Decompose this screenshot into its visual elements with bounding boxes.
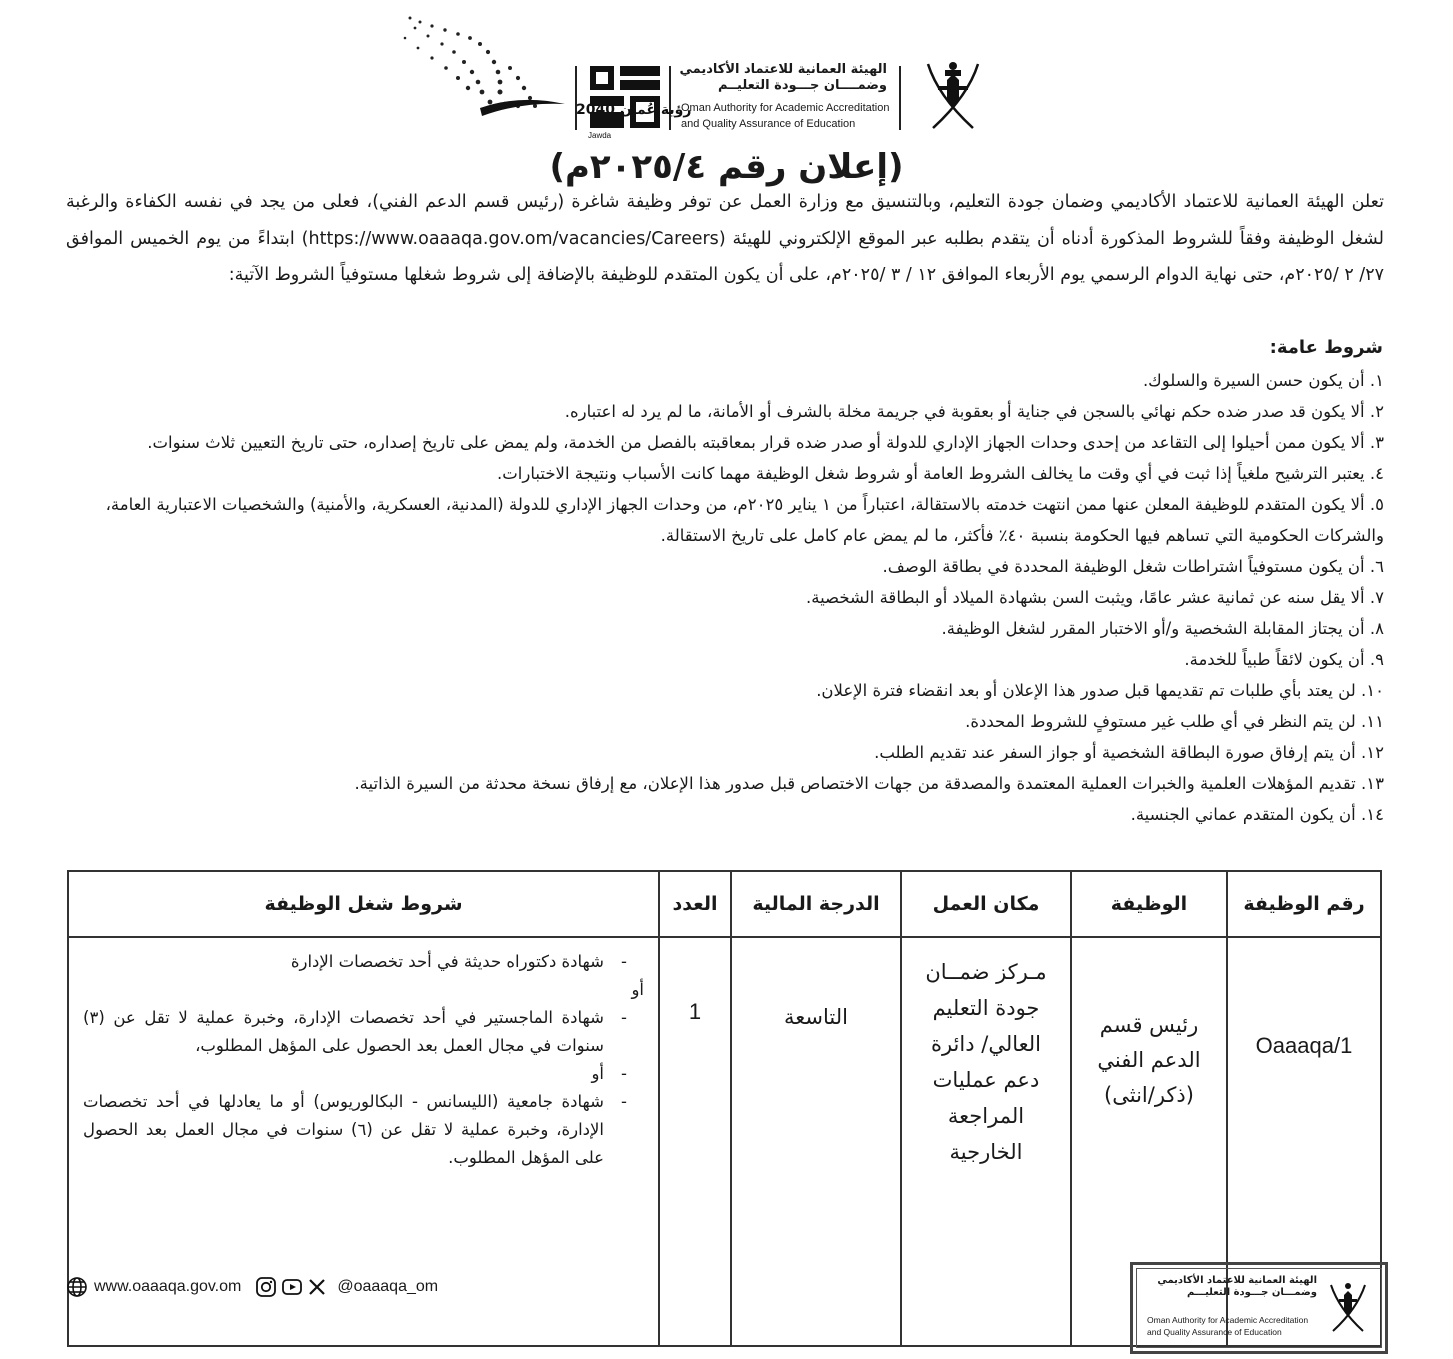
bullet-dash: -: [621, 1092, 627, 1111]
requirement-text: شهادة دكتوراه حديثة في أحد تخصصات الإدارة: [290, 952, 604, 971]
stamp-org-en-line2: and Quality Assurance of Education: [1147, 1327, 1282, 1337]
stamp-org-ar-line2: وضمـــان جـــودة التعليـــم: [1186, 1287, 1317, 1298]
condition-item: ٣. ألا يكون ممن أحيلوا إلى التقاعد من إحدى وحدات الجهاز الإداري للدولة أو صدر ضده قرار بمعاقبته بالفصل من الخدمة، ولم يمض على تاريخ إصداره، حتى تاريخ التعيين ثلاث سنوات.: [147, 433, 1384, 452]
condition-item: ٢. ألا يكون قد صدر ضده حكم نهائي بالسجن في جناية أو بعقوبة في جريمة مخلة بالشرف أو الأمانة، ما لم يرد له اعتباره.: [564, 402, 1384, 421]
condition-item: ٧. ألا يقل سنه عن ثمانية عشر عامًا، ويثبت السن بشهادة الميلاد أو البطاقة الشخصية.: [805, 588, 1384, 607]
org-name-en-line1: Oman Authority for Academic Accreditation: [681, 102, 890, 114]
requirement-text: شهادة جامعية (الليسانس - البكالوريوس) أو ما يعادلها في أحد تخصصات الإدارة، وخبرة عملية لا تقل عن (٦) سنوات في مجال العمل بعد الحصول على المؤهل المطلوب.: [83, 1092, 604, 1167]
x-twitter-icon[interactable]: [307, 1277, 327, 1297]
or-separator: أو: [631, 980, 644, 999]
cell-workplace: مـركز ضمــان جودة التعليم العالي/ دائرة دعم عمليات المراجعة الخارجية: [901, 937, 1071, 1346]
table-header-row: [68, 871, 1381, 937]
requirement-option: [83, 948, 644, 976]
header-grade: الدرجة المالية: [731, 871, 901, 937]
announcement-title: (إعلان رقم ٢٠٢٥/٤م): [549, 147, 904, 187]
org-name-ar-line2: وضمــــان جـــودة التعليــم: [717, 78, 887, 93]
header-workplace: مكان العمل: [901, 871, 1071, 937]
organization-stamp: [1130, 1262, 1388, 1354]
condition-item: ٨. أن يجتاز المقابلة الشخصية و/أو الاختبار المقرر لشغل الوظيفة.: [941, 619, 1384, 638]
condition-item: ٦. أن يكون مستوفياً اشتراطات شغل الوظيفة المحددة في بطاقة الوصف.: [882, 557, 1384, 576]
requirement-option: [83, 1004, 644, 1060]
youtube-icon[interactable]: [281, 1276, 303, 1298]
requirement-text: شهادة الماجستير في أحد تخصصات الإدارة، وخبرة عملية لا تقل عن (٣) سنوات في مجال العمل بعد الحصول على المؤهل المطلوب،: [83, 1008, 604, 1055]
condition-item: ١٣. تقديم المؤهلات العلمية والخبرات العملية المعتمدة والمصدقة من جهات الاختصاص قبل صدور هذا الإعلان، مع إرفاق نسخة محدثة من السيرة الذاتية.: [354, 774, 1384, 793]
or-separator: أو: [591, 1064, 604, 1083]
cell-grade: التاسعة: [731, 937, 901, 1346]
jawda-logo-text: Jawda: [588, 131, 612, 140]
bullet-dash: -: [621, 1008, 627, 1027]
stamp-org-ar-line1: الهيئة العمانية للاعتماد الأكاديمي: [1157, 1275, 1317, 1286]
vision-logo-text: رؤية عُمان 2040: [576, 102, 692, 118]
header-requirements: شروط شغل الوظيفة: [68, 871, 659, 937]
condition-item: ٩. أن يكون لائقاً طبياً للخدمة.: [1184, 650, 1384, 669]
oman-vision-2040-logo: [390, 8, 692, 132]
cell-job-number: Oaaaqa/1: [1227, 937, 1381, 1346]
oman-khanjar-emblem-icon: [1325, 1279, 1371, 1335]
org-name-ar-line1: الهيئة العمانية للاعتماد الأكاديمي: [679, 62, 887, 77]
general-conditions-title: شروط عامة:: [1269, 337, 1383, 358]
requirement-option: [83, 1088, 644, 1172]
cell-job-title: رئيس قسم الدعم الفني (ذكر/انثى): [1071, 937, 1227, 1346]
cell-count: 1: [659, 937, 731, 1346]
instagram-icon[interactable]: [255, 1276, 277, 1298]
website-link[interactable]: www.oaaaqa.gov.om: [94, 1278, 242, 1295]
header-divider: [899, 66, 901, 130]
org-name-en-line2: and Quality Assurance of Education: [681, 118, 856, 130]
condition-item: ١٤. أن يكون المتقدم عماني الجنسية.: [1130, 805, 1384, 824]
condition-item: ١١. لن يتم النظر في أي طلب غير مستوفٍ للشروط المحددة.: [965, 712, 1384, 731]
condition-item: ١. أن يكون حسن السيرة والسلوك.: [1142, 371, 1384, 390]
bullet-dash: -: [621, 952, 627, 971]
condition-item: ١٢. أن يتم إرفاق صورة البطاقة الشخصية أو جواز السفر عند تقديم الطلب.: [874, 743, 1384, 762]
stamp-org-en-line1: Oman Authority for Academic Accreditation: [1147, 1315, 1309, 1325]
header-divider: [669, 66, 671, 130]
requirement-option: [83, 1060, 644, 1088]
oman-khanjar-emblem-icon: [918, 56, 988, 134]
condition-item: ٤. يعتبر الترشيح ملغياً إذا ثبت في أي وقت ما يخالف الشروط العامة أو شروط شغل الوظيفة مهما كانت الأسباب ونتيجة الاختبارات.: [497, 464, 1384, 483]
footer-contacts: [66, 1276, 438, 1298]
header: [0, 0, 1453, 140]
general-conditions-list: [66, 365, 1384, 830]
condition-item: ١٠. لن يعتد بأي طلبات تم تقديمها قبل صدور هذا الإعلان أو بعد انقضاء فترة الإعلان.: [816, 681, 1384, 700]
condition-item: ٥. ألا يكون المتقدم للوظيفة المعلن عنها ممن انتهت خدمته بالاستقالة، اعتباراً من ١ يناير ٢٠٢٥م، من وحدات الجهاز الإداري للدولة (المدنية، العسكرية، والأمنية) والشخصيات الاعتبارية العامة، والشركات الحكومية التي تساهم فيها الحكومة بنسبة ٤٠٪ فأكثر، ما لم يمض عام كامل على تاريخ الاستقالة.: [105, 495, 1384, 545]
social-handle[interactable]: @oaaaqa_om: [337, 1278, 439, 1295]
announcement-intro: تعلن الهيئة العمانية للاعتماد الأكاديمي وضمان جودة التعليم، وبالتنسيق مع وزارة العمل عن توفر وظيفة شاغرة (رئيس قسم الدعم الفني)، فعلى من يجد في نفسه الكفاءة والرغبة لشغل الوظيفة وفقاً للشروط المذكورة أدناه أن يتقدم بطلبه عبر الموقع الإلكتروني للهيئة (https://www.oaaaqa.gov.om/vacancies/Careers) ابتداءً من يوم الخميس الموافق ٢٧/ ٢ /٢٠٢٥م، حتى نهاية الدوام الرسمي يوم الأربعاء الموافق ١٢ / ٣ /٢٠٢٥م، على أن يكون المتقدم للوظيفة بالإضافة إلى شروط شغلها مستوفياً الشروط الآتية:: [66, 192, 1385, 285]
globe-icon: [66, 1276, 88, 1298]
bullet-dash: -: [621, 1064, 627, 1083]
header-job-title: الوظيفة: [1071, 871, 1227, 937]
header-job-number: رقم الوظيفة: [1227, 871, 1381, 937]
header-count: العدد: [659, 871, 731, 937]
